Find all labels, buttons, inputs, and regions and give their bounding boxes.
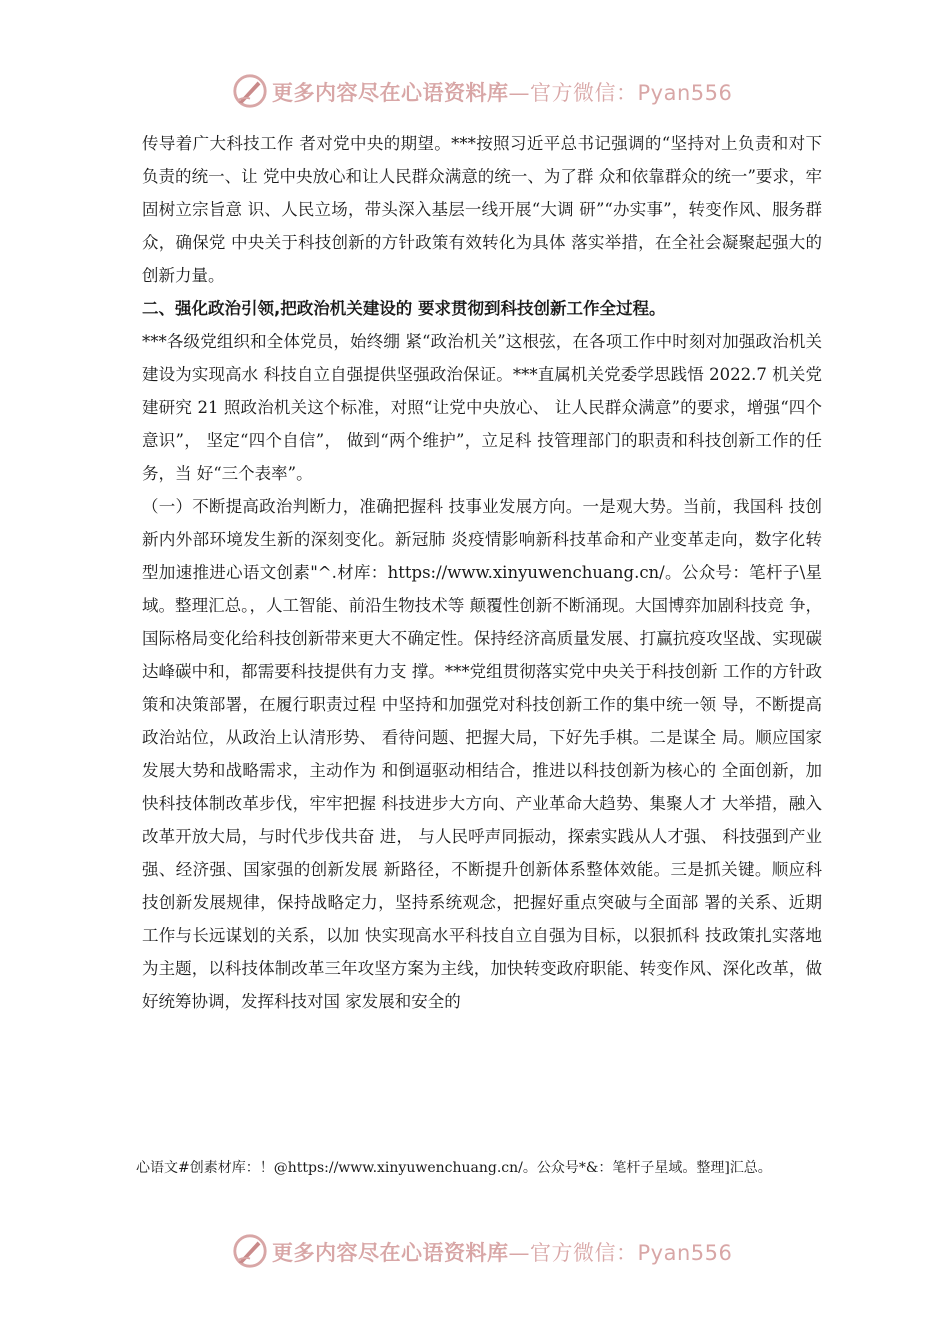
section-heading: 二、强化政治引领,把政治机关建设的 要求贯彻到科技创新工作全过程。 [142, 299, 666, 318]
banner-wechat-id: Pyan556 [637, 1241, 733, 1265]
quill-circle-logo-icon [231, 72, 269, 110]
quill-circle-logo-icon [231, 1232, 269, 1270]
banner-text [272, 77, 732, 107]
footer-banner [0, 1228, 950, 1278]
paragraph-2: ***各级党组织和全体党员，始终绷 紧“政治机关”这根弦，在各项工作中时刻对加强政治机关建设为实现高水 科技自立自强提供坚强政治保证。***直属机关党委学思践悟 2022.7 机关党建研究 21 照政治机关这个标准，对照“让党中央放心、 让人民群众满意”的要求，增强“四个意识”， 坚定“四个自信”， 做到“两个维护”，立足科 技管理部门的职责和科技创新工作的任务，当 好“三个表率”。 [142, 332, 822, 483]
banner-main-text: 更多内容尽在心语资料库 [272, 81, 509, 105]
paragraph-1: 传导着广大科技工作 者对党中央的期望。***按照习近平总书记强调的“坚持对上负责和对下负责的统一、让 党中央放心和让人民群众满意的统一、为了群 众和依靠群众的统一”要求，牢固树立宗旨意 识、人民立场，带头深入基层一线开展“大调 研”“办实事”，转变作风、服务群众，确保党 中央关于科技创新的方针政策有效转化为具体 落实举措，在全社会凝聚起强大的创新力量。 [142, 134, 822, 285]
banner-sub-text: 官方微信： [530, 1241, 638, 1265]
banner-dash: — [508, 81, 530, 105]
banner-text [272, 1237, 732, 1267]
banner-main-text: 更多内容尽在心语资料库 [272, 1241, 509, 1265]
banner-wechat-id: Pyan556 [637, 81, 733, 105]
paragraph-3: （一）不断提高政治判断力，准确把握科 技事业发展方向。一是观大势。当前，我国科 技创新内外部环境发生新的深刻变化。新冠肺 炎疫情影响新科技革命和产业变革走向，数字化转型加速推进心语文创素"^.材库：https://www.xinyuwenchuang.cn/。公众号：笔杆子\星域。整理汇总。，人工智能、前沿生物技术等 颠覆性创新不断涌现。大国博弈加剧科技竞 争，国际格局变化给科技创新带来更大不确定性。保持经济高质量发展、打赢抗疫攻坚战、实现碳达峰碳中和，都需要科技提供有力支 撑。***党组贯彻落实党中央关于科技创新 工作的方针政策和决策部署，在履行职责过程 中坚持和加强党对科技创新工作的集中统一领 导，不断提高政治站位，从政治上认清形势、 看待问题、把握大局，下好先手棋。二是谋全 局。顺应国家发展大势和战略需求，主动作为 和倒逼驱动相结合，推进以科技创新为核心的 全面创新，加快科技体制改革步伐，牢牢把握 科技进步大方向、产业革命大趋势、集聚人才 大举措，融入改革开放大局，与时代步伐共奋 进， 与人民呼声同振动，探索实践从人才强、 科技强到产业强、经济强、国家强的创新发展 新路径，不断提升创新体系整体效能。三是抓关键。顺应科技创新发展规律，保持战略定力，坚持系统观念，把握好重点突破与全面部 署的关系、近期工作与长远谋划的关系，以加 快实现高水平科技自立自强为目标，以狠抓科 技政策扎实落地为主题，以科技体制改革三年攻坚方案为主线，加快转变政府职能、转变作风、深化改革，做好统筹协调，发挥科技对国 家发展和安全的 [142, 497, 822, 1011]
banner-sub-text: 官方微信： [530, 81, 638, 105]
document-body [142, 127, 822, 1018]
footnote: 心语文#创素材库：！@https://www.xinyuwenchuang.cn/。公众号*&：笔杆子星域。整理]汇总。 [136, 1160, 772, 1176]
banner-dash: — [508, 1241, 530, 1265]
header-banner [0, 68, 950, 118]
